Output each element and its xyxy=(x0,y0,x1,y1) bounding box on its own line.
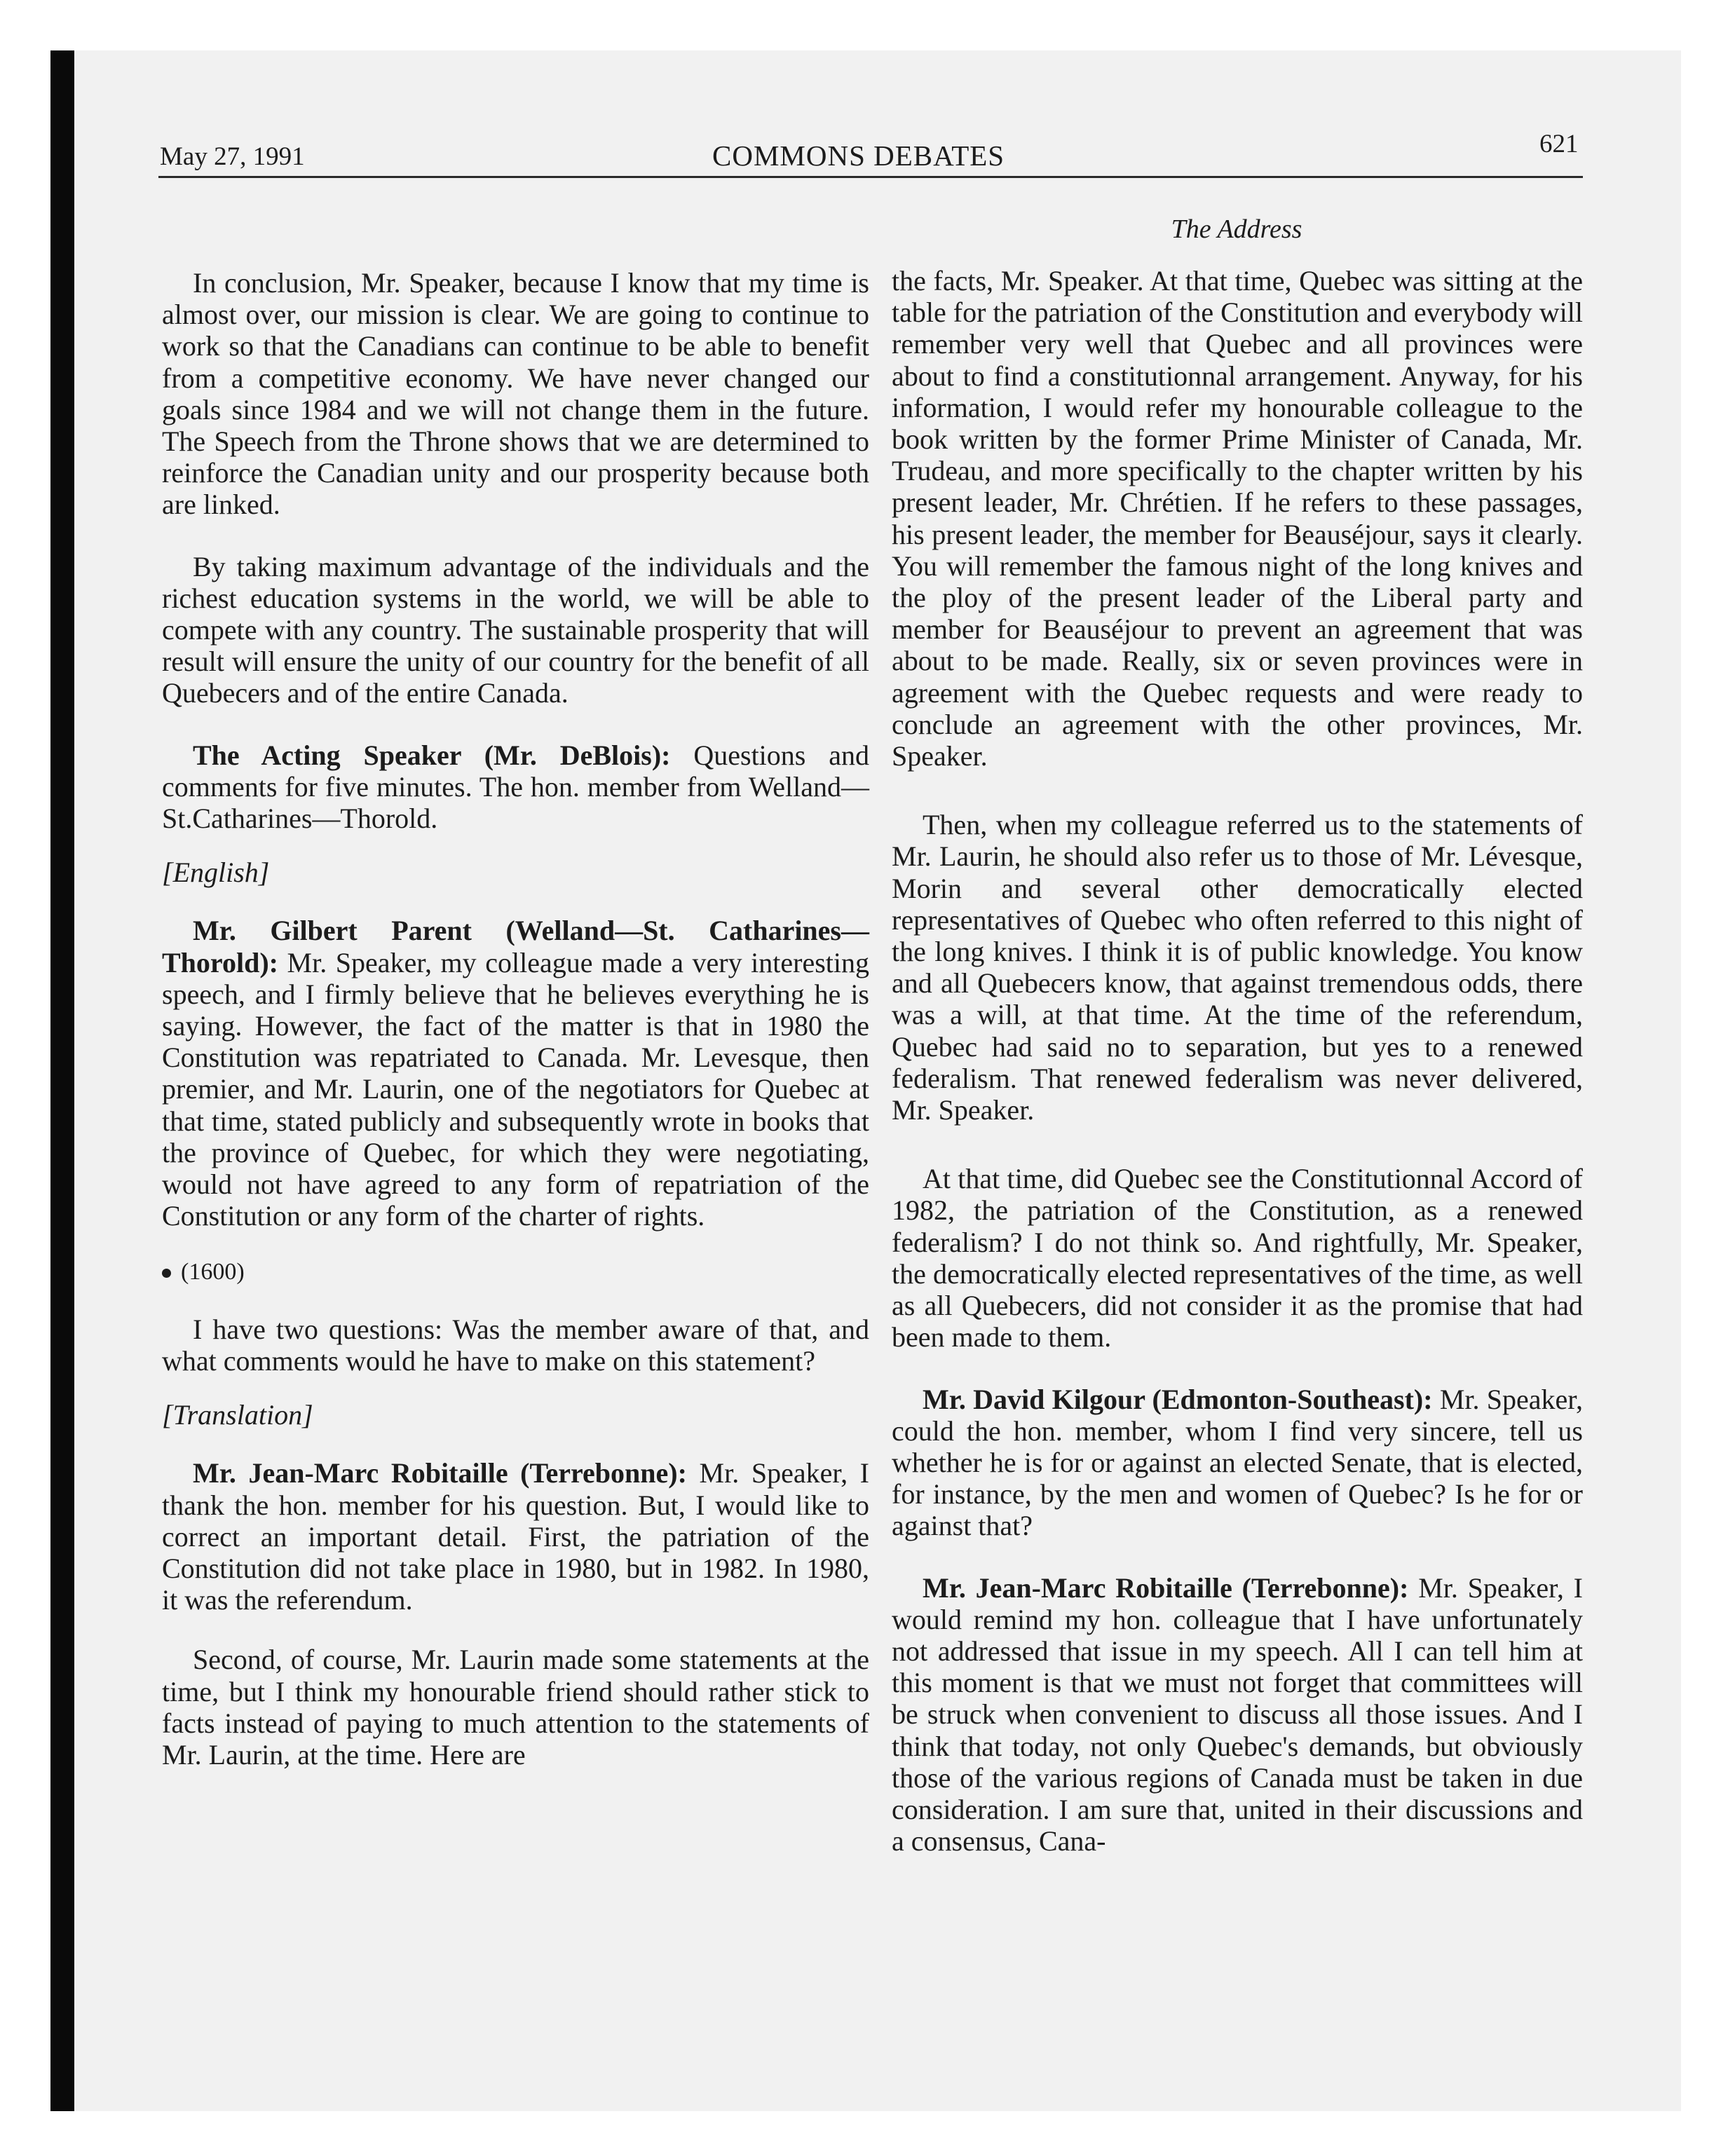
speech-text: Mr. Speaker, my colleague made a very interesting speech, and I firmly believe that he believes everything he is saying. However, the fact of the matter is that in 1980 the Constitution was repatriated to Canada. Mr. Levesque, then premier, and Mr. Laurin, one of the negotiators for Quebec at that time, stated publicly and subsequently wrote in books that the province of Quebec, for which they were negotiating, would not have agreed to any form of repatriation of the Constitution or any form of the charter of rights. xyxy=(162,946,869,1232)
page-number: 621 xyxy=(1539,130,1579,158)
paragraph-robitaille-reply xyxy=(162,1457,869,1616)
speaker-name: The Acting Speaker (Mr. DeBlois): xyxy=(193,739,671,771)
paragraph-accord: At that time, did Quebec see the Constitutionnal Accord of 1982, the patriation of the Constitution, as a renewed federalism? I do not think so. And rightfully, Mr. Speaker, the democratically elected representatives of the time, as well as all Quebecers, did not consider it as the promise that had been made to them. xyxy=(892,1163,1583,1353)
speaker-name: Mr. Jean-Marc Robitaille (Terrebonne): xyxy=(193,1457,687,1489)
language-tag-translation xyxy=(162,1399,869,1431)
bullet-icon xyxy=(162,1269,171,1278)
language-tag-text: [Translation] xyxy=(162,1399,313,1431)
speaker-name: Mr. David Kilgour (Edmonton-Southeast): xyxy=(923,1383,1433,1415)
speaker-name: Mr. Jean-Marc Robitaille (Terrebonne): xyxy=(923,1571,1409,1604)
paragraph-then: Then, when my colleague referred us to the statements of Mr. Laurin, he should also refer us to those of Mr. Lévesque, Morin and several other democratically elected representatives of Quebec who often referred to this night of the long knives. I think it is of public knowledge. You know and all Quebecers know, that against tremendous odds, there was a will, at that time. At the time of the referendum, Quebec had said no to separation, but yes to a renewed federalism. That renewed federalism was never delivered, Mr. Speaker. xyxy=(892,809,1583,1126)
header-date: May 27, 1991 xyxy=(160,142,305,171)
paragraph-prosperity: By taking maximum advantage of the individuals and the richest education systems in the world, we will be able to compete with any country. The sustainable prosperity that will result will ensure the unity of our country for the benefit of all Quebecers and of the entire Canada. xyxy=(162,550,869,709)
speaker-name: Mr. Gilbert Parent (Welland—St. Catharines—Thorold): xyxy=(162,915,869,978)
speech-text: Questions and comments for five minutes. The hon. member from Welland—St.Catharines—Thorold. xyxy=(162,739,869,835)
language-tag-english xyxy=(162,857,869,888)
paragraph-acting-speaker xyxy=(162,739,869,835)
paragraph-second: Second, of course, Mr. Laurin made some statements at the time, but I think my honourable friend should rather stick to facts instead of paying to much attention to the statements of Mr. Laurin, at the time. Here are xyxy=(162,1644,869,1770)
time-marker-text: (1600) xyxy=(181,1259,245,1285)
paragraph-the-facts: the facts, Mr. Speaker. At that time, Quebec was sitting at the table for the patriation of the Constitution and everybody will remember very well that Quebec and all provinces were about to find a constitutionnal arrangement. Anyway, for his information, I would refer my honourable colleague to the book written by the former Prime Minister of Canada, Mr. Trudeau, and more specifically to the chapter written by his present leader, Mr. Chrétien. If he refers to these passages, his present leader, the member for Beauséjour, says it clearly. You will remember the famous night of the long knives and the ploy of the present leader of the Liberal party and member for Beauséjour to prevent an agreement that was about to be made. Really, six or seven provinces were in agreement with the Quebec requests and were ready to conclude an agreement with the other provinces, Mr. Speaker. xyxy=(892,265,1583,772)
header-rule xyxy=(158,176,1583,178)
header-title: COMMONS DEBATES xyxy=(712,139,1005,172)
right-column xyxy=(892,265,1583,1857)
section-heading: The Address xyxy=(1171,214,1302,244)
binding-edge xyxy=(50,50,74,2111)
speech-text: Mr. Speaker, could the hon. member, whom I find very sincere, tell us whether he is for or against an elected Senate, that is elected, for instance, by the men and women of Quebec? Is he for or against that? xyxy=(892,1383,1583,1542)
paragraph-robitaille-senate xyxy=(892,1572,1583,1857)
speech-text: Mr. Speaker, I would remind my hon. colleague that I have unfortunately not addressed that issue in my speech. All I can tell him at this moment is that we must not forget that committees will be struck when convenient to discuss all those issues. And I think that today, not only Quebec's demands, but obviously those of the various regions of Canada must be taken in due consideration. I am sure that, united in their discussions and a consensus, Cana- xyxy=(892,1571,1583,1857)
time-marker xyxy=(162,1254,869,1288)
paragraph-kilgour xyxy=(892,1384,1583,1542)
paragraph-two-questions: I have two questions: Was the member aware of that, and what comments would he have to make on this statement? xyxy=(162,1313,869,1377)
paragraph-parent xyxy=(162,915,869,1231)
speech-text: Mr. Speaker, I thank the hon. member for his question. But, I would like to correct an important detail. First, the patriation of the Constitution did not take place in 1980, but in 1982. In 1980, it was the referendum. xyxy=(162,1457,869,1616)
paragraph-conclusion: In conclusion, Mr. Speaker, because I know that my time is almost over, our mission is clear. We are going to continue to work so that the Canadians can continue to be able to benefit from a competitive economy. We have never changed our goals since 1984 and we will not change them in the future. The Speech from the Throne shows that we are determined to reinforce the Canadian unity and our prosperity because both are linked. xyxy=(162,267,869,521)
left-column xyxy=(162,267,869,1770)
language-tag-text: [English] xyxy=(162,857,270,889)
